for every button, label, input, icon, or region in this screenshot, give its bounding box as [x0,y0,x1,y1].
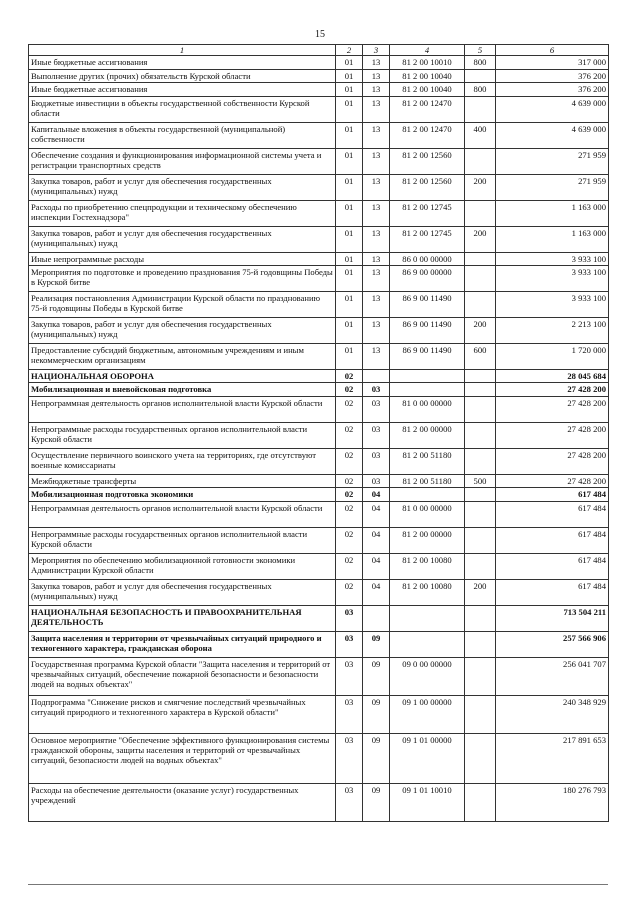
row-amount-cell: 27 428 200 [496,448,609,474]
row-name-cell: Непрограммные расходы государственных органов исполнительной власти Курской области [29,527,336,553]
row-amount-cell: 217 891 653 [496,733,609,783]
row-name-cell: Закупка товаров, работ и услуг для обеспечения государственных (муниципальных) нужд [29,226,336,252]
row-amount-cell: 1 163 000 [496,226,609,252]
row-section-cell: 01 [336,292,363,318]
column-header-expense-type: 5 [465,45,496,56]
row-amount-cell: 256 041 707 [496,657,609,695]
row-target-code-cell: 86 9 00 11490 [390,318,465,344]
row-target-code-cell: 81 2 00 10080 [390,579,465,605]
row-section-cell: 02 [336,474,363,487]
row-subsection-cell: 13 [363,174,390,200]
row-subsection-cell: 13 [363,266,390,292]
row-expense-type-cell [465,488,496,501]
row-expense-type-cell [465,266,496,292]
row-target-code-cell [390,383,465,396]
row-name-cell: Закупка товаров, работ и услуг для обеспечения государственных (муниципальных) нужд [29,579,336,605]
row-subsection-cell: 13 [363,69,390,82]
row-name-cell: Расходы по приобретению спецпродукции и техническому обеспечению инспекции Гостехнадзора" [29,200,336,226]
row-expense-type-cell: 200 [465,579,496,605]
table-row [29,631,609,657]
row-name-cell: Реализация постановления Администрации Курской области по празднованию 75-й годовщины Победы в Курской битве [29,292,336,318]
row-target-code-cell: 81 2 00 51180 [390,448,465,474]
row-target-code-cell [390,488,465,501]
row-section-cell: 03 [336,605,363,631]
row-section-cell: 03 [336,695,363,733]
row-amount-cell: 376 200 [496,69,609,82]
table-row [29,370,609,383]
row-section-cell: 01 [336,56,363,69]
row-target-code-cell: 81 2 00 10080 [390,553,465,579]
row-target-code-cell: 81 2 00 10040 [390,83,465,96]
row-name-cell: Иные бюджетные ассигнования [29,56,336,69]
row-section-cell: 03 [336,783,363,821]
row-amount-cell: 27 428 200 [496,383,609,396]
table-row [29,266,609,292]
row-target-code-cell: 86 9 00 11490 [390,344,465,370]
table-row [29,96,609,122]
row-target-code-cell: 09 1 01 00000 [390,733,465,783]
table-row [29,344,609,370]
row-expense-type-cell [465,605,496,631]
row-target-code-cell: 81 2 00 00000 [390,422,465,448]
row-name-cell: Предоставление субсидий бюджетным, автономным учреждениям и иным некоммерческим организациям [29,344,336,370]
column-header-subsection: 3 [363,45,390,56]
table-row [29,488,609,501]
row-name-cell: Выполнение других (прочих) обязательств Курской области [29,69,336,82]
row-subsection-cell: 04 [363,527,390,553]
row-amount-cell: 3 933 100 [496,292,609,318]
row-section-cell: 03 [336,631,363,657]
row-expense-type-cell [465,96,496,122]
budget-table [28,44,609,822]
table-header-row [29,45,609,56]
row-target-code-cell: 09 0 00 00000 [390,657,465,695]
table-row [29,56,609,69]
row-amount-cell: 27 428 200 [496,474,609,487]
footer-rule [28,884,608,885]
row-target-code-cell: 81 2 00 00000 [390,527,465,553]
row-subsection-cell: 04 [363,553,390,579]
row-section-cell: 02 [336,501,363,527]
row-amount-cell: 376 200 [496,83,609,96]
row-subsection-cell: 13 [363,56,390,69]
row-expense-type-cell [465,252,496,265]
row-subsection-cell: 03 [363,422,390,448]
row-expense-type-cell [465,148,496,174]
row-name-cell: Мероприятия по обеспечению мобилизационной готовности экономики Администрации Курской области [29,553,336,579]
row-target-code-cell: 81 2 00 12560 [390,148,465,174]
row-expense-type-cell [465,657,496,695]
row-section-cell: 01 [336,318,363,344]
row-name-cell: Непрограммная деятельность органов исполнительной власти Курской области [29,501,336,527]
row-amount-cell: 4 639 000 [496,96,609,122]
row-subsection-cell: 09 [363,631,390,657]
row-subsection-cell: 13 [363,83,390,96]
table-row [29,605,609,631]
table-row [29,501,609,527]
row-subsection-cell: 03 [363,383,390,396]
row-section-cell: 03 [336,657,363,695]
row-name-cell: Осуществление первичного воинского учета на территориях, где отсутствуют военные комиссариаты [29,448,336,474]
row-subsection-cell: 13 [363,252,390,265]
row-target-code-cell: 09 1 01 10010 [390,783,465,821]
table-row [29,174,609,200]
row-target-code-cell: 86 9 00 11490 [390,292,465,318]
row-subsection-cell: 13 [363,292,390,318]
row-target-code-cell: 81 2 00 12470 [390,122,465,148]
row-expense-type-cell [465,383,496,396]
row-expense-type-cell: 800 [465,83,496,96]
row-amount-cell: 27 428 200 [496,422,609,448]
table-row [29,383,609,396]
row-subsection-cell: 03 [363,448,390,474]
row-expense-type-cell [465,448,496,474]
column-header-section: 2 [336,45,363,56]
row-name-cell: Государственная программа Курской области "Защита населения и территорий от чрезвычайных ситуаций, обеспечение пожарной безопасности и безопасности людей на водных объектах" [29,657,336,695]
row-section-cell: 01 [336,344,363,370]
row-expense-type-cell [465,69,496,82]
row-subsection-cell: 04 [363,501,390,527]
row-expense-type-cell [465,527,496,553]
table-row [29,69,609,82]
row-name-cell: Закупка товаров, работ и услуг для обеспечения государственных (муниципальных) нужд [29,318,336,344]
column-header-target-code: 4 [390,45,465,56]
row-expense-type-cell: 200 [465,318,496,344]
row-section-cell: 02 [336,422,363,448]
row-amount-cell: 713 504 211 [496,605,609,631]
row-expense-type-cell: 600 [465,344,496,370]
row-subsection-cell: 03 [363,474,390,487]
row-expense-type-cell [465,553,496,579]
table-row [29,553,609,579]
row-subsection-cell: 13 [363,318,390,344]
row-amount-cell: 240 348 929 [496,695,609,733]
row-name-cell: НАЦИОНАЛЬНАЯ БЕЗОПАСНОСТЬ И ПРАВООХРАНИТЕЛЬНАЯ ДЕЯТЕЛЬНОСТЬ [29,605,336,631]
row-subsection-cell: 13 [363,96,390,122]
table-row [29,448,609,474]
row-subsection-cell: 09 [363,657,390,695]
row-expense-type-cell [465,783,496,821]
table-row [29,122,609,148]
row-name-cell: Межбюджетные трансферты [29,474,336,487]
row-section-cell: 01 [336,83,363,96]
row-name-cell: Иные бюджетные ассигнования [29,83,336,96]
table-row [29,292,609,318]
row-name-cell: Капитальные вложения в объекты государственной (муниципальной) собственности [29,122,336,148]
row-expense-type-cell: 400 [465,122,496,148]
row-section-cell: 02 [336,396,363,422]
row-expense-type-cell [465,370,496,383]
row-target-code-cell: 81 2 00 10010 [390,56,465,69]
table-row [29,657,609,695]
column-header-amount: 6 [496,45,609,56]
row-section-cell: 01 [336,252,363,265]
table-row [29,733,609,783]
row-target-code-cell: 86 0 00 00000 [390,252,465,265]
row-section-cell: 02 [336,370,363,383]
table-row [29,527,609,553]
row-subsection-cell [363,605,390,631]
page-number: 15 [315,29,325,40]
row-section-cell: 01 [336,226,363,252]
row-target-code-cell: 81 2 00 12470 [390,96,465,122]
row-target-code-cell: 81 0 00 00000 [390,396,465,422]
table-row [29,200,609,226]
row-expense-type-cell: 800 [465,56,496,69]
row-name-cell: Иные непрограммные расходы [29,252,336,265]
row-expense-type-cell: 200 [465,226,496,252]
row-section-cell: 02 [336,488,363,501]
row-subsection-cell: 13 [363,148,390,174]
row-amount-cell: 617 484 [496,488,609,501]
table-body [29,56,609,821]
row-subsection-cell: 09 [363,733,390,783]
table-row [29,396,609,422]
row-amount-cell: 257 566 906 [496,631,609,657]
row-amount-cell: 617 484 [496,553,609,579]
row-amount-cell: 3 933 100 [496,266,609,292]
row-amount-cell: 27 428 200 [496,396,609,422]
row-amount-cell: 2 213 100 [496,318,609,344]
row-amount-cell: 4 639 000 [496,122,609,148]
row-target-code-cell: 81 2 00 51180 [390,474,465,487]
row-name-cell: Бюджетные инвестиции в объекты государственной собственности Курской области [29,96,336,122]
row-subsection-cell: 04 [363,579,390,605]
row-name-cell: Закупка товаров, работ и услуг для обеспечения государственных (муниципальных) нужд [29,174,336,200]
row-section-cell: 01 [336,148,363,174]
row-expense-type-cell [465,422,496,448]
row-subsection-cell: 03 [363,396,390,422]
row-target-code-cell: 81 2 00 12560 [390,174,465,200]
row-section-cell: 01 [336,174,363,200]
row-target-code-cell [390,631,465,657]
row-subsection-cell [363,370,390,383]
row-expense-type-cell: 200 [465,174,496,200]
row-amount-cell: 617 484 [496,579,609,605]
row-expense-type-cell [465,695,496,733]
row-amount-cell: 180 276 793 [496,783,609,821]
row-expense-type-cell [465,733,496,783]
row-name-cell: Непрограммные расходы государственных органов исполнительной власти Курской области [29,422,336,448]
row-target-code-cell [390,605,465,631]
row-name-cell: Основное мероприятие "Обеспечение эффективного функционирования системы гражданской обороны, защиты населения и территорий от чрезвычайных ситуаций, безопасности людей на водных объектах" [29,733,336,783]
row-amount-cell: 271 959 [496,174,609,200]
row-amount-cell: 1 720 000 [496,344,609,370]
row-expense-type-cell [465,631,496,657]
row-subsection-cell: 13 [363,200,390,226]
row-expense-type-cell [465,501,496,527]
row-subsection-cell: 04 [363,488,390,501]
table-row [29,148,609,174]
table-row [29,318,609,344]
row-amount-cell: 3 933 100 [496,252,609,265]
table-row [29,695,609,733]
table-row [29,226,609,252]
row-expense-type-cell [465,396,496,422]
row-target-code-cell: 81 2 00 10040 [390,69,465,82]
row-section-cell: 02 [336,383,363,396]
row-amount-cell: 317 000 [496,56,609,69]
row-section-cell: 03 [336,733,363,783]
row-name-cell: Мобилизационная подготовка экономики [29,488,336,501]
row-amount-cell: 617 484 [496,527,609,553]
table-row [29,422,609,448]
row-target-code-cell: 81 0 00 00000 [390,501,465,527]
table-row [29,474,609,487]
row-expense-type-cell [465,200,496,226]
row-section-cell: 01 [336,122,363,148]
row-section-cell: 02 [336,448,363,474]
row-name-cell: Подпрограмма "Снижение рисков и смягчение последствий чрезвычайных ситуаций природного и техногенного характера в Курской области" [29,695,336,733]
row-name-cell: Защита населения и территории от чрезвычайных ситуаций природного и техногенного характера, гражданская оборона [29,631,336,657]
row-section-cell: 01 [336,96,363,122]
row-amount-cell: 28 045 684 [496,370,609,383]
row-section-cell: 02 [336,579,363,605]
row-section-cell: 02 [336,527,363,553]
row-section-cell: 01 [336,69,363,82]
row-amount-cell: 1 163 000 [496,200,609,226]
row-section-cell: 01 [336,200,363,226]
row-name-cell: Мобилизационная и вневойсковая подготовка [29,383,336,396]
row-subsection-cell: 13 [363,122,390,148]
row-name-cell: НАЦИОНАЛЬНАЯ ОБОРОНА [29,370,336,383]
row-section-cell: 02 [336,553,363,579]
table-row [29,252,609,265]
row-subsection-cell: 13 [363,344,390,370]
column-header-name: 1 [29,45,336,56]
row-name-cell: Непрограммная деятельность органов исполнительной власти Курской области [29,396,336,422]
row-subsection-cell: 09 [363,695,390,733]
row-target-code-cell: 81 2 00 12745 [390,226,465,252]
row-subsection-cell: 13 [363,226,390,252]
row-name-cell: Обеспечение создания и функционирования информационной системы учета и регистрации транспортных средств [29,148,336,174]
row-section-cell: 01 [336,266,363,292]
row-target-code-cell: 09 1 00 00000 [390,695,465,733]
row-name-cell: Расходы на обеспечение деятельности (оказание услуг) государственных учреждений [29,783,336,821]
row-name-cell: Мероприятия по подготовке и проведению празднования 75-й годовщины Победы в Курской битве [29,266,336,292]
row-target-code-cell: 86 9 00 00000 [390,266,465,292]
row-target-code-cell [390,370,465,383]
row-amount-cell: 617 484 [496,501,609,527]
table-row [29,783,609,821]
row-target-code-cell: 81 2 00 12745 [390,200,465,226]
table-row [29,579,609,605]
row-expense-type-cell [465,292,496,318]
row-expense-type-cell: 500 [465,474,496,487]
row-subsection-cell: 09 [363,783,390,821]
table-row [29,83,609,96]
row-amount-cell: 271 959 [496,148,609,174]
